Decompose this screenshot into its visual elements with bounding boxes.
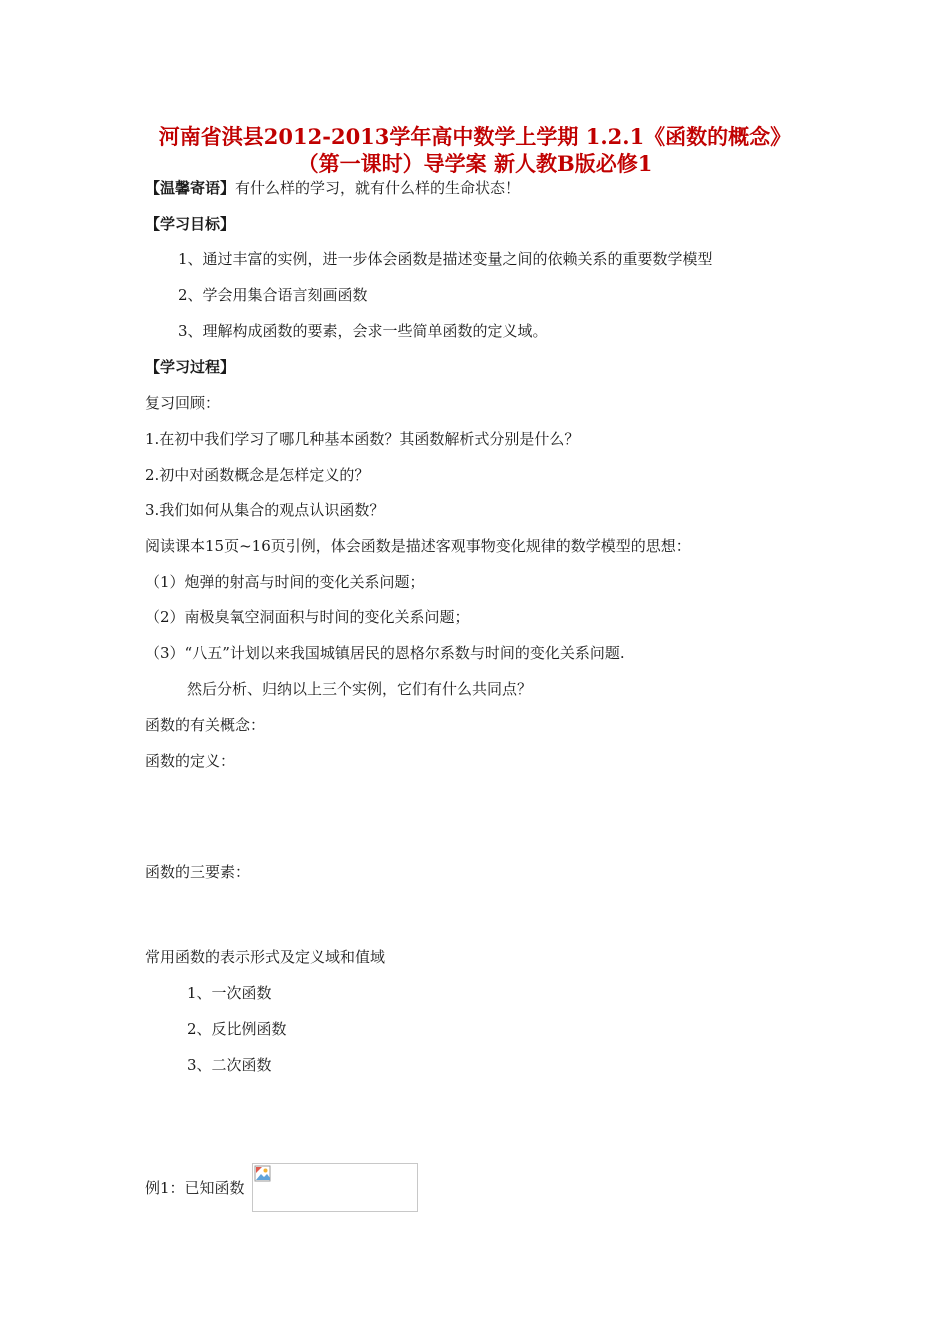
example-1-label: 例1：已知函数: [145, 1179, 245, 1197]
document-title-line-2: （第一课时）导学案 新人教B版必修1: [297, 151, 653, 176]
concepts-label: 函数的有关概念：: [145, 716, 266, 734]
objective-item-3: 3、理解构成函数的要素，会求一些简单函数的定义域。: [178, 322, 548, 340]
process-heading: 【学习过程】: [145, 358, 236, 376]
greeting-text: 有什么样的学习，就有什么样的生命状态！: [235, 179, 521, 197]
definition-label: 函数的定义：: [145, 752, 236, 770]
objective-item-1: 1、通过丰富的实例，进一步体会函数是描述变量之间的依赖关系的重要数学模型: [178, 250, 713, 268]
review-question-1: 1.在初中我们学习了哪几种基本函数？其函数解析式分别是什么？: [145, 430, 580, 448]
greeting-label: 【温馨寄语】: [145, 179, 236, 197]
review-question-2: 2.初中对函数概念是怎样定义的？: [145, 466, 370, 484]
example-case-1: （1）炮弹的射高与时间的变化关系问题；: [145, 573, 425, 591]
document-title-line-1: 河南省淇县2012-2013学年高中数学上学期 1.2.1《函数的概念》: [158, 124, 792, 149]
greeting: [145, 178, 520, 198]
reading-instruction: 阅读课本15页~16页引例，体会函数是描述客观事物变化规律的数学模型的思想：: [145, 537, 691, 555]
three-elements-label: 函数的三要素：: [145, 863, 251, 881]
objectives-heading: 【学习目标】: [145, 215, 236, 233]
example-case-2: （2）南极臭氧空洞面积与时间的变化关系问题；: [145, 608, 470, 626]
analysis-question: 然后分析、归纳以上三个实例，它们有什么共同点？: [187, 680, 533, 698]
missing-formula-image: [252, 1163, 418, 1212]
function-form-3: 3、二次函数: [187, 1056, 272, 1074]
function-form-1: 1、一次函数: [187, 984, 272, 1002]
review-question-3: 3.我们如何从集合的观点认识函数？: [145, 501, 385, 519]
objective-item-2: 2、学会用集合语言刻画函数: [178, 286, 368, 304]
function-form-2: 2、反比例函数: [187, 1020, 287, 1038]
common-forms-heading: 常用函数的表示形式及定义域和值域: [145, 948, 386, 966]
example-case-3: （3）“八五”计划以来我国城镇居民的恩格尔系数与时间的变化关系问题.: [145, 644, 625, 662]
broken-image-icon: [254, 1165, 272, 1183]
review-label: 复习回顾：: [145, 394, 221, 412]
